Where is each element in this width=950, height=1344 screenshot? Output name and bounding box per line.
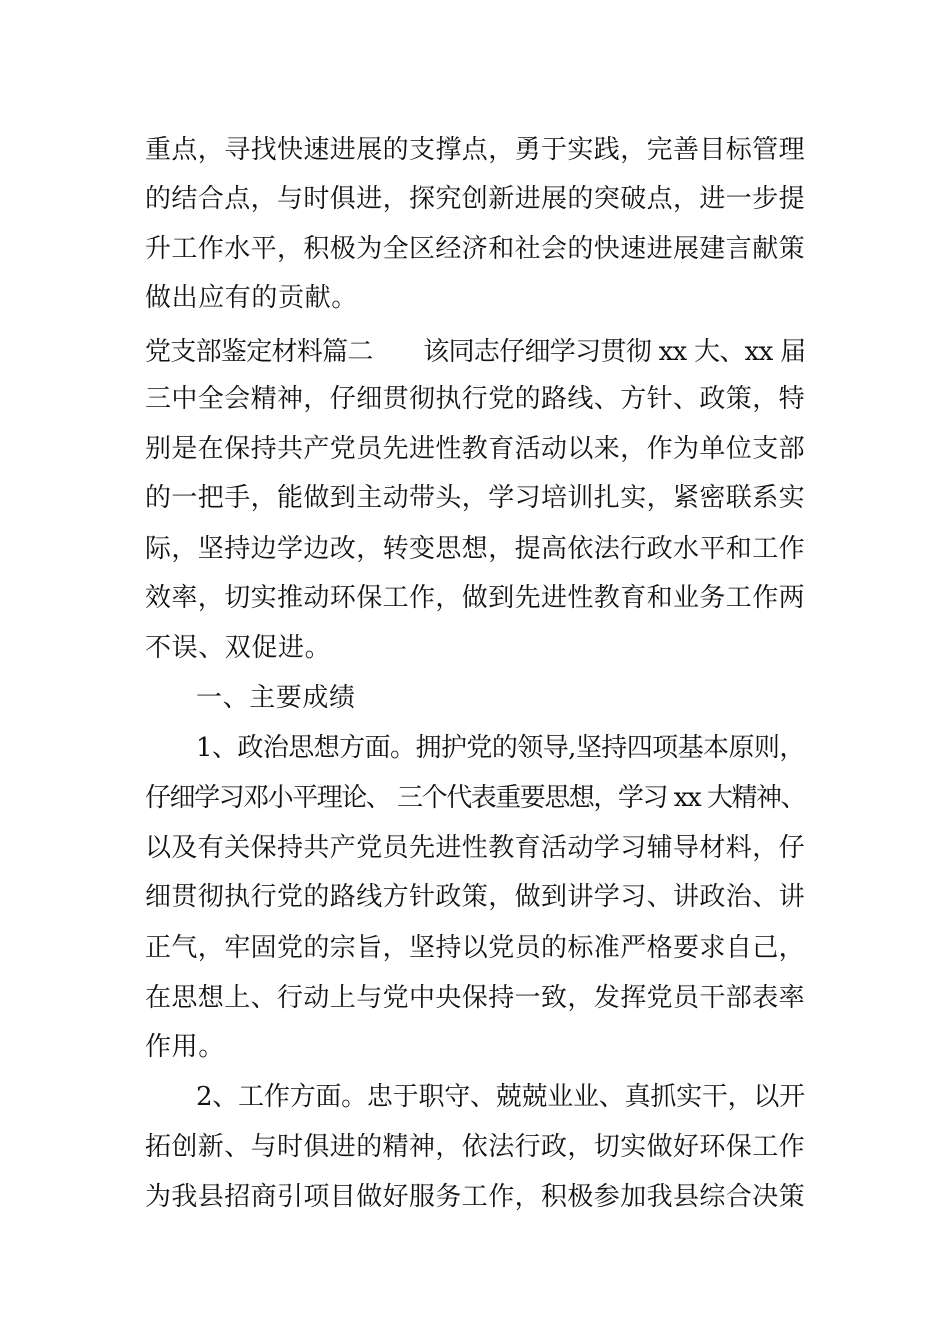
section-heading-line: 党支部鉴定材料篇二 该同志仔细学习贯彻 xx 大、xx 届 (145, 337, 806, 367)
subheading-main-achievements: 一、主要成绩 (196, 683, 356, 713)
text-line: 三中全会精神，仔细贯彻执行党的路线、方针、政策，特 (145, 384, 806, 414)
text-line: 升工作水平，积极为全区经济和社会的快速进展建言献策 (145, 234, 806, 264)
text-line: 1、政治思想方面。拥护党的领导,坚持四项基本原则， (196, 733, 805, 763)
text-line: 为我县招商引项目做好服务工作，积极参加我县综合决策 (145, 1182, 806, 1212)
text-line: 在思想上、行动上与党中央保持一致，发挥党员干部表率 (145, 983, 806, 1013)
text-line: 别是在保持共产党员先进性教育活动以来，作为单位支部 (145, 434, 806, 464)
text-line: 做出应有的贡献。 (145, 283, 358, 313)
text-line: 以及有关保持共产党员先进性教育活动学习辅导材料，仔 (145, 833, 806, 863)
text-line: 的一把手，能做到主动带头，学习培训扎实，紧密联系实 (145, 483, 806, 513)
text-line: 仔细学习邓小平理论、 三个代表重要思想，学习 xx 大精神、 (145, 783, 806, 813)
text-line: 效率，切实推动环保工作，做到先进性教育和业务工作两 (145, 583, 806, 613)
text-line: 不误、双促进。 (145, 633, 332, 663)
text-line: 2、工作方面。忠于职守、兢兢业业、真抓实干，以开 (196, 1082, 805, 1112)
text-line: 拓创新、与时俱进的精神，依法行政，切实做好环保工作 (145, 1132, 806, 1162)
text-line: 作用。 (145, 1032, 225, 1062)
text-line: 的结合点，与时俱进，探究创新进展的突破点，进一步提 (145, 184, 806, 214)
text-line: 重点，寻找快速进展的支撑点，勇于实践，完善目标管理 (145, 135, 806, 165)
text-line: 际，坚持边学边改，转变思想，提高依法行政水平和工作 (145, 534, 806, 564)
text-line: 正气，牢固党的宗旨，坚持以党员的标准严格要求自己， (145, 933, 806, 963)
text-line: 细贯彻执行党的路线方针政策，做到讲学习、讲政治、讲 (145, 882, 806, 912)
